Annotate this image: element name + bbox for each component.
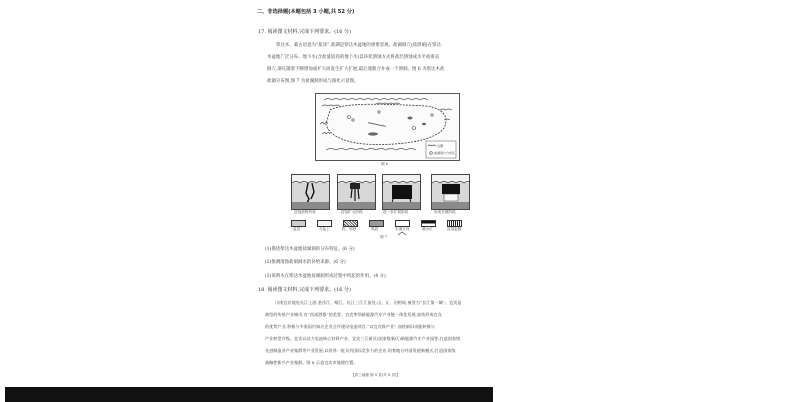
diagram-label-2: 溶蚀扩大阶段 <box>341 210 363 214</box>
flow-arrow-icon <box>396 231 409 236</box>
legend-label-sand: 粉、细砂 <box>342 227 357 231</box>
qaidam-basin-map <box>315 93 460 161</box>
legend-swatch-water-table <box>421 220 436 227</box>
legend-label-soil: 含盐土 <box>319 227 330 231</box>
stage-1-drawing <box>292 175 329 209</box>
diagram-label-1: 溶蚀洞的形成 <box>294 210 316 214</box>
legend-label-clay: 黏质 <box>371 227 379 231</box>
q17-paragraph-line-3: 洞穴,溶孔随着不断增加或扩大而发生扩大扩展,最后逐渐合并成一个溶洞。图 6 为察达木盐 <box>267 67 445 72</box>
legend-swatch-flow <box>395 220 410 227</box>
north-range <box>324 99 428 101</box>
q18-paragraph-line-3: 的优势产业,积极与多家国内知名企业合作建设电池项目,“以宜宾换产业”,加快新旧动能转换与 <box>265 324 435 329</box>
basin-outline <box>326 104 446 144</box>
cave-distribution-areas <box>348 111 434 130</box>
legend-swatch-sand <box>343 220 358 227</box>
legend-cave-label: 盐湖洞穴分布区 <box>434 151 456 155</box>
q18-paragraph-line-1: 川南宜宾地处长江上游,金沙江、岷江、长江三江汇流处,山、丘、河相间,被誉为“长江第一城”。宜宾是 <box>275 300 462 305</box>
q18-paragraph-line-4: 产业转型升级。宜宾以动力电池核心材料产业、宜宾三江新区(国家级新区)新能源汽车产业园等,打造国家级 <box>265 336 461 341</box>
legend-swatch-fissure <box>447 220 462 227</box>
question-18-title: 18. 阅读图文材料,完成下列要求。(16 分) <box>258 287 351 293</box>
q17-subquestion-3: (3)说明水在柴达木盆地盐湖洞形成过程中所起的作用。(4 分) <box>265 274 386 279</box>
q18-paragraph-line-5: 先进制造业产业集群等产业发展,以培养一批具有国际竞争力的企业,培育地方经济发展新模式,打造国家级 <box>265 348 456 353</box>
question-17-title: 17. 阅读图文材料,完成下列要求。(16 分) <box>258 29 351 35</box>
fault-line <box>368 122 386 127</box>
legend-label-salt: 盐层 <box>293 227 301 231</box>
diagram-label-4: 形成充填阶段 <box>434 210 456 214</box>
legend-label-water-table: 潜水位 <box>422 227 433 231</box>
legend-swatch-soil <box>317 220 332 227</box>
section-title: 二、非选择题(本题包括 3 小题,共 52 分) <box>257 9 355 15</box>
south-range <box>326 149 416 151</box>
legend-mountain-label: 山脉 <box>437 144 444 148</box>
q17-paragraph-line-4: 盐湖分布图,图 7 为盐湖洞形成与演化示意图。 <box>267 79 359 84</box>
q17-subquestion-2: (2)推测溶蚀盐洞洞水的补给来源。(6 分) <box>265 260 346 265</box>
legend-label-flow: 水流方向 <box>395 227 410 231</box>
legend-swatch-salt <box>291 220 306 227</box>
salt-lake <box>422 123 426 125</box>
stage-4-drawing <box>432 175 469 209</box>
diagram-stage-1 <box>291 174 330 210</box>
east-range <box>440 109 452 120</box>
q17-paragraph-line-2: 木盆地广泛分布。地下水(含盐量较高的地下水)以环状溶蚀方式将盐层溶蚀成水平或垂直 <box>267 55 440 60</box>
diagram-stage-2 <box>337 174 376 210</box>
diagram-stage-3 <box>382 174 421 210</box>
salt-lake <box>408 117 413 120</box>
exam-page <box>255 10 545 380</box>
diagram-stage-4 <box>431 174 470 210</box>
q17-paragraph-line-1: 察达木、蒙古语意为“盐泽”,盐湖是察达木盆地的重要景观。盐湖洞穴(盐溶洞)在察达 <box>276 43 441 48</box>
salt-lakes <box>368 117 426 136</box>
scan-edge-bar <box>5 387 493 402</box>
page-footer: 【高三地理 第 5 页(共 8 页)】 <box>351 373 401 377</box>
q17-subquestion-1: (1)描述柴达木盆地盐湖洞的分布特征。(6 分) <box>265 247 355 252</box>
map-caption: 图 6 <box>381 162 389 166</box>
figure-7-caption: 图 7 <box>380 235 388 239</box>
west-range <box>320 123 330 135</box>
map-drawing <box>316 94 459 160</box>
q18-paragraph-line-2: 典型的传统产业城市,有“西部酒都”的美誉。宜宾率领新能源汽车产业链一体化发展,加快形成宜宾 <box>265 312 442 317</box>
diagram-label-3: 进一步扩展阶段 <box>383 210 409 214</box>
stage-2-drawing <box>338 175 375 209</box>
q18-paragraph-line-6: 战略性新兴产业集群。图 8 示意宜宾市地理位置。 <box>265 360 358 365</box>
stage-3-drawing <box>383 175 420 209</box>
legend-label-fissure: 溶蚀裂隙 <box>447 227 462 231</box>
legend-swatch-clay <box>369 220 384 227</box>
salt-lake <box>368 132 378 135</box>
